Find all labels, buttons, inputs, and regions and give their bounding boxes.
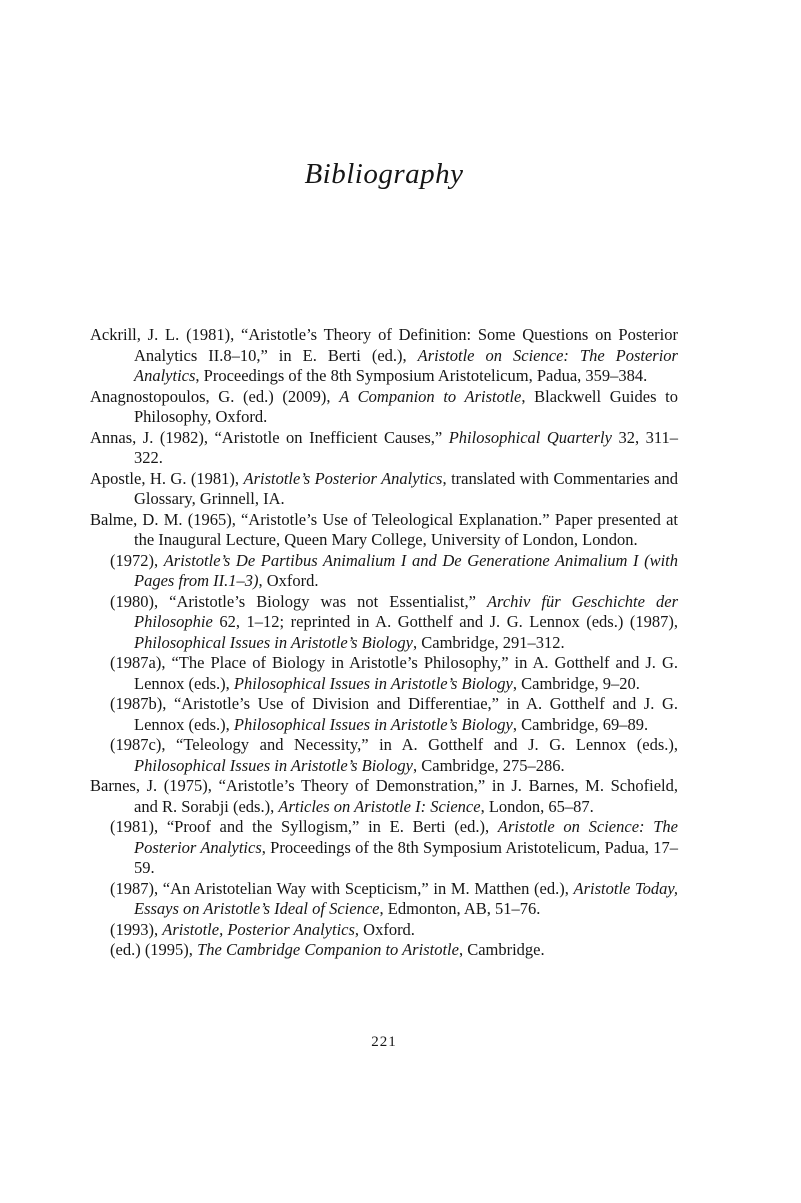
entry-text: Barnes, J. (1975), “Aristotle’s Theory of Demonstration,” in J. Barnes, M. Schofield, and R. Sorabji (eds.),: [90, 776, 678, 816]
entry-text: (ed.) (1995),: [110, 940, 198, 959]
bibliography-entry: [90, 510, 678, 551]
entry-text: , Cambridge, 291–312.: [412, 632, 565, 652]
work-title-italic: Philosophical Issues in Aristotle’s Biology: [134, 632, 413, 652]
bibliography-entry: [90, 940, 678, 961]
entry-text: (1987c), “Teleology and Necessity,” in A. Gotthelf and J. G. Lennox (eds.),: [110, 735, 678, 754]
entry-text: , Proceedings of the 8th Symposium Aristotelicum, Padua, 359–384.: [195, 366, 648, 385]
entry-text: Ackrill, J. L. (1981), “Aristotle’s Theory of Definition: Some Questions on Posterior Analytics II.8–10,” in E. Berti (ed.),: [90, 325, 678, 365]
work-title-italic: Philosophical Issues in Aristotle’s Biology: [134, 755, 413, 775]
bibliography-entry: [90, 325, 678, 387]
bibliography-entry: [90, 920, 678, 941]
bibliography-entry: [90, 653, 678, 694]
entry-text: (1972),: [110, 550, 164, 570]
entry-text: , London, 65–87.: [480, 796, 594, 816]
entry-text: (1987), “An Aristotelian Way with Scepticism,” in M. Matthen (ed.),: [110, 878, 574, 898]
entry-text: Apostle, H. G. (1981),: [90, 468, 244, 488]
entry-text: , Oxford.: [354, 919, 415, 939]
work-title-italic: Philosophical Issues in Aristotle’s Biology: [233, 714, 513, 734]
work-title-italic: The Cambridge Companion to Aristotle: [197, 940, 459, 959]
bibliography-entry: [90, 879, 678, 920]
bibliography-entry: [90, 776, 678, 817]
bibliography-list: [90, 325, 678, 961]
page-title: Bibliography: [304, 158, 464, 190]
bibliography-entry: [90, 735, 678, 776]
entry-text: , Blackwell Guides to Philosophy, Oxford.: [134, 386, 679, 426]
work-title-italic: Aristotle’s De Partibus Animalium I and De Generatione Animalium I (with Pages from II.1–3): [134, 550, 678, 590]
entry-text: , translated with Commentaries and Glossary, Grinnell, IA.: [134, 468, 678, 508]
work-title-italic: Aristotle’s Posterior Analytics: [243, 468, 443, 488]
entry-text: , Proceedings of the 8th Symposium Aristotelicum, Padua, 17–59.: [134, 837, 678, 877]
work-title-italic: Archiv für Geschichte der Philosophie: [134, 591, 678, 631]
bibliography-entry: [90, 817, 678, 879]
entry-text: (1980), “Aristotle’s Biology was not Essentialist,”: [110, 591, 487, 611]
entry-text: , Edmonton, AB, 51–76.: [379, 899, 541, 918]
work-title-italic: Articles on Aristotle I: Science: [278, 796, 481, 816]
entry-text: , Cambridge, 275–286.: [412, 755, 565, 775]
bibliography-entry: [90, 469, 678, 510]
work-title-italic: A Companion to Aristotle: [339, 386, 522, 406]
page-number: 221: [371, 1034, 397, 1050]
entry-text: , Cambridge, 69–89.: [512, 714, 649, 734]
work-title-italic: Aristotle Today, Essays on Aristotle’s Ideal of Science: [134, 878, 678, 918]
work-title-italic: Philosophical Quarterly: [448, 427, 612, 447]
entry-text: Anagnostopoulos, G. (ed.) (2009),: [90, 386, 340, 406]
entry-text: (1981), “Proof and the Syllogism,” in E. Berti (ed.),: [110, 817, 498, 836]
entry-text: 32, 311–322.: [134, 427, 678, 467]
bibliography-entry: [90, 592, 678, 654]
entry-text: (1987b), “Aristotle’s Use of Division and Differentiae,” in A. Gotthelf and J. G. Lennox (eds.),: [110, 694, 678, 734]
bibliography-entry: [90, 694, 678, 735]
entry-text: (1993),: [110, 919, 163, 939]
work-title-italic: Aristotle on Science: The Posterior Analytics: [134, 817, 678, 857]
bibliography-entry: [90, 428, 678, 469]
entry-text: Annas, J. (1982), “Aristotle on Inefficient Causes,”: [90, 427, 449, 447]
entry-text: 62, 1–12; reprinted in A. Gotthelf and J. G. Lennox (eds.) (1987),: [212, 612, 678, 631]
entry-text: , Cambridge, 9–20.: [512, 673, 640, 693]
work-title-italic: Philosophical Issues in Aristotle’s Biology: [233, 673, 513, 693]
bibliography-entry: [90, 551, 678, 592]
entry-text: (1987a), “The Place of Biology in Aristotle’s Philosophy,” in A. Gotthelf and J. G. Lennox (eds.),: [110, 653, 678, 693]
entry-text: Balme, D. M. (1965), “Aristotle’s Use of Teleological Explanation.” Paper presented at the Inaugural Lecture, Queen Mary College, University of London, London.: [90, 509, 678, 549]
entry-text: , Cambridge.: [458, 940, 545, 959]
entry-text: , Oxford.: [258, 571, 319, 590]
work-title-italic: Aristotle on Science: The Posterior Analytics: [134, 345, 678, 385]
bibliography-entry: [90, 387, 678, 428]
work-title-italic: Aristotle, Posterior Analytics: [162, 919, 355, 939]
